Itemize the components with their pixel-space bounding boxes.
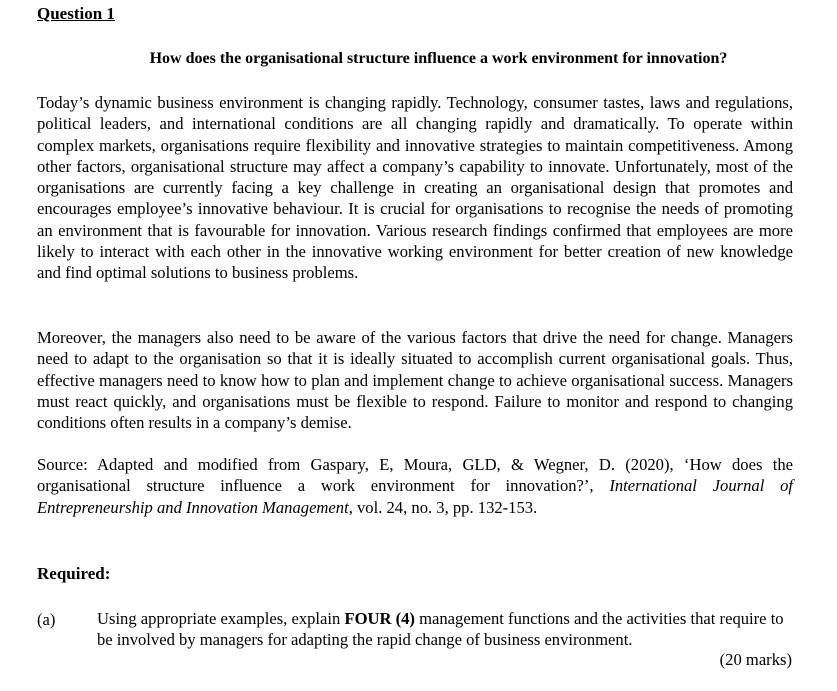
item-a-label: (a) — [37, 610, 56, 629]
question-title: Question 1 — [37, 4, 115, 23]
item-a-text-before: Using appropriate examples, explain — [97, 609, 345, 628]
question-text: How does the organisational structure influence a work environment for innovation? — [149, 50, 728, 67]
paragraph-2: Moreover, the managers also need to be aware of the various factors that drive the need for change. Managers need to adapt to the organisation so that it is ideally situated to accomplish current organisational goals. Thus, effective managers need to know how to plan and implement change to achieve organisational success. Managers must react quickly, and organisations must be flexible to respond. Failure to monitor and respond to changing conditions often results in a company’s demise. — [37, 328, 793, 433]
paragraph-1: Today’s dynamic business environment is changing rapidly. Technology, consumer tastes, laws and regulations, political leaders, and international conditions are all changing rapidly and dramatically. To operate within complex markets, organisations require flexibility and innovative strategies to maintain competitiveness. Among other factors, organisational structure may affect a company’s capability to innovate. Unfortunately, most of the organisations are currently facing a key challenge in creating an organisational design that promotes and encourages employee’s innovative behaviour. It is crucial for organisations to recognise the needs of promoting an environment that is favourable for innovation. Various research findings confirmed that employees are more likely to interact with each other in the innovative working environment for better creation of new knowledge and find optimal solutions to business problems. — [37, 93, 793, 283]
source-suffix: , vol. 24, no. 3, pp. 132-153. — [348, 497, 538, 517]
required-heading: Required: — [37, 564, 111, 583]
item-a-text-after: management functions and the activities that require to be involved by managers for adapting the rapid change of business environment. — [97, 609, 784, 650]
source-prefix: Source: Adapted and modified from Gaspary, E, Moura, GLD, & Wegner, D. (2020), ‘How does the organisational structure influence a work environment for innovation?’, — [37, 455, 793, 496]
item-a-bold: FOUR (4) — [344, 609, 415, 628]
source-journal: International Journal of Entrepreneurship and Innovation Management — [37, 476, 793, 517]
item-a-marks: (20 marks) — [719, 650, 792, 669]
source-citation — [37, 454, 793, 518]
item-a-text — [97, 608, 795, 651]
